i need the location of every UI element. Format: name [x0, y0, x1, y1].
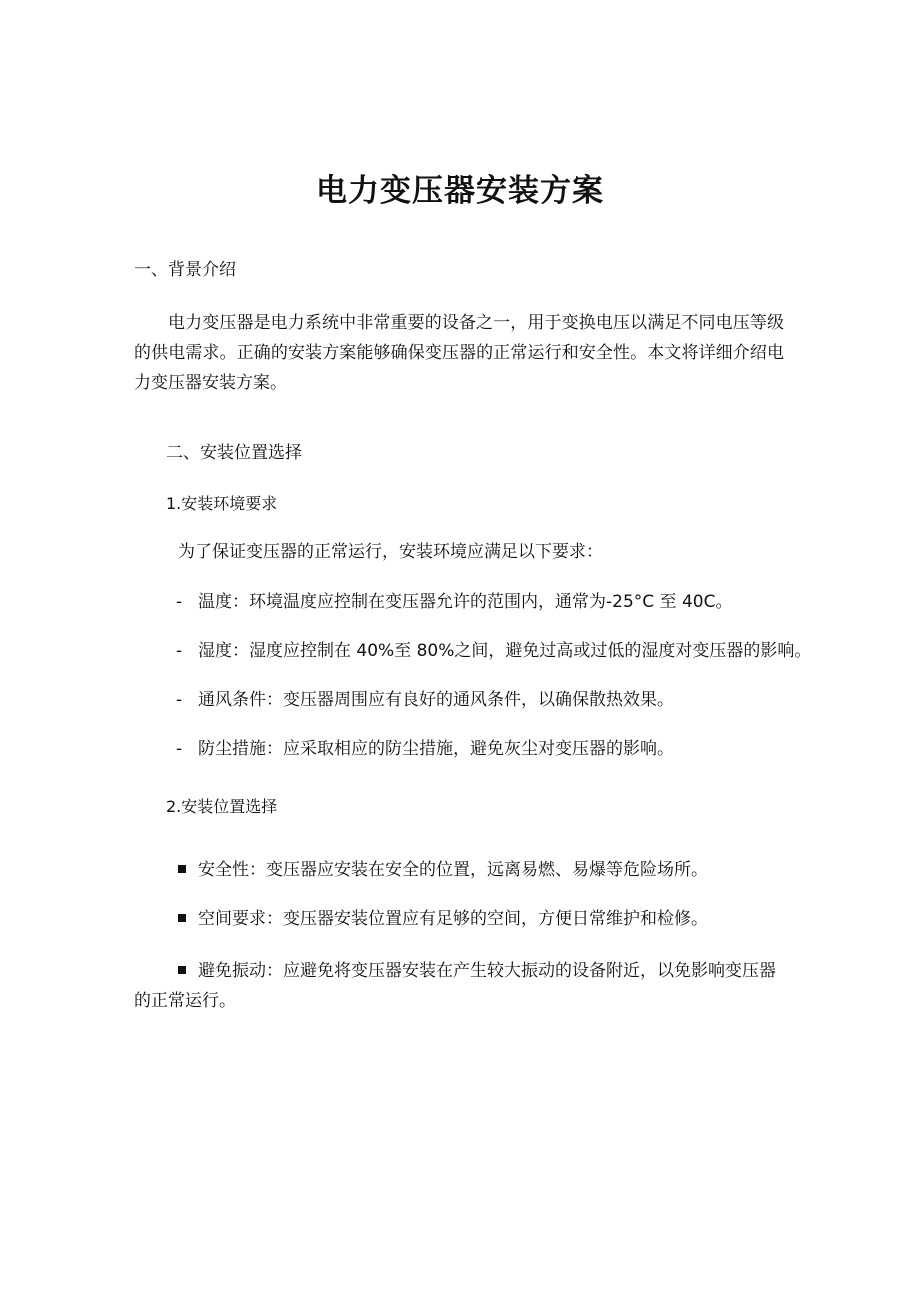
- list-item: [178, 858, 708, 882]
- list-item-text: 空间要求：变压器安装位置应有足够的空间，方便日常维护和检修。: [198, 909, 708, 929]
- square-bullet-icon: [178, 865, 186, 873]
- list-item-text: 通风条件：变压器周围应有良好的通风条件，以确保散热效果。: [198, 690, 674, 710]
- background-paragraph: 电力变压器是电力系统中非常重要的设备之一，用于变换电压以满足不同电压等级的供电需求。正确的安装方案能够确保变压器的正常运行和安全性。本文将详细介绍电力变压器安装方案。: [134, 313, 784, 393]
- list-item: [134, 956, 784, 1016]
- environment-lead: 为了保证变压器的正常运行，安装环境应满足以下要求：: [178, 542, 603, 562]
- subheading-environment: 1.安装环境要求: [166, 494, 278, 513]
- document-title: 电力变压器安装方案: [316, 173, 604, 209]
- section-heading-location: 二、安装位置选择: [166, 443, 302, 463]
- list-item-text: 安全性：变压器应安装在安全的位置，远离易燃、易爆等危险场所。: [198, 860, 708, 880]
- dash-marker: -: [176, 690, 183, 710]
- section-heading-background: 一、背景介绍: [134, 260, 236, 280]
- square-bullet-icon: [178, 914, 186, 922]
- list-item: [176, 688, 674, 712]
- dash-marker: -: [176, 641, 183, 661]
- list-item-text: 防尘措施：应采取相应的防尘措施，避免灰尘对变压器的影响。: [198, 739, 674, 759]
- list-item: [178, 907, 708, 931]
- square-bullet-icon: [178, 966, 186, 974]
- list-item: [176, 737, 674, 761]
- list-item: [176, 639, 811, 663]
- list-item-text: 温度：环境温度应控制在变压器允许的范围内，通常为-25°C 至 40C。: [198, 592, 733, 612]
- list-item-text: 湿度：湿度应控制在 40%至 80%之间，避免过高或过低的湿度对变压器的影响。: [198, 641, 812, 661]
- list-item-text: 避免振动：应避免将变压器安装在产生较大振动的设备附近，以免影响变压器的正常运行。: [134, 961, 776, 1011]
- list-item: [176, 590, 732, 614]
- subheading-location: 2.安装位置选择: [166, 797, 278, 816]
- dash-marker: -: [176, 592, 183, 612]
- dash-marker: -: [176, 739, 183, 759]
